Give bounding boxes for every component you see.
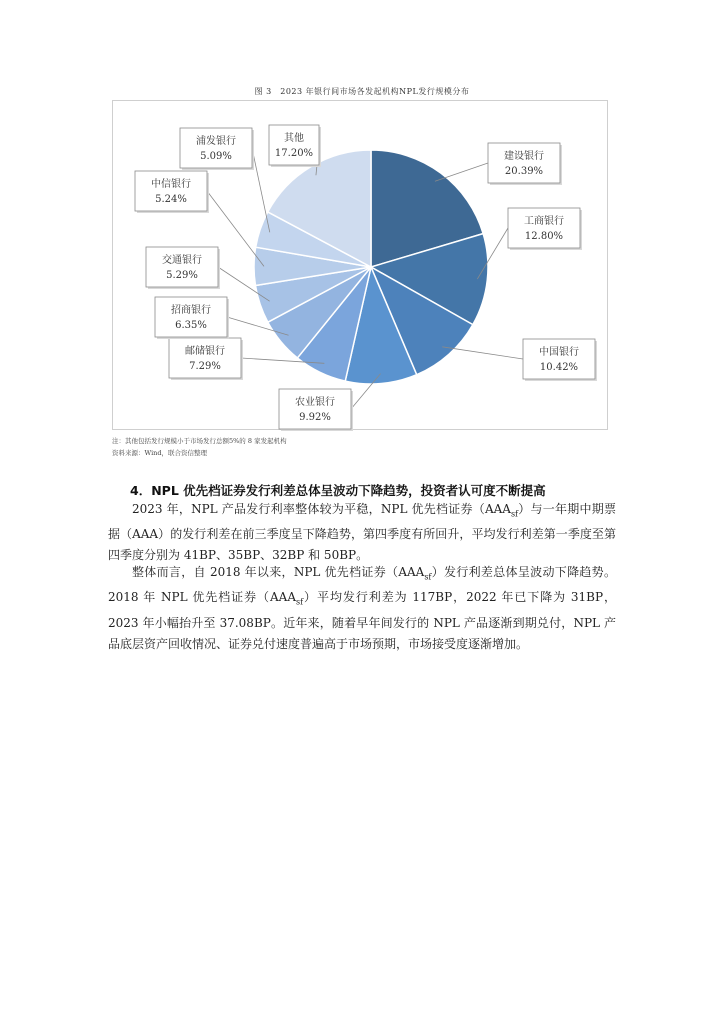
slice-label-4: 农业银行 [295,397,335,408]
figure-source: 资料来源：Wind，联合资信整理 [112,449,207,457]
callout-box-4 [279,389,351,429]
paragraph-2-text-c: ）平均发行利差为 117BP，2022 年已下降为 31BP，2023 年小幅抬升至 37.08BP。近年来，随着早年间发行的 NPL 产品逐渐到期兑付，NPL 产品底层资产回收情况、证券兑付速度普遍高于市场预期，市场接受度逐渐增加。 [108,590,616,651]
paragraph-2 [108,562,616,655]
slice-label-8: 中信银行 [151,179,191,190]
slice-label-1: 建设银行 [504,151,544,162]
slice-value-4: 9.92% [299,412,331,423]
slice-value-2: 12.80% [524,231,564,242]
leader-line-1 [435,163,488,181]
figure-note: 注：其他包括发行规模小于市场发行总额5%的 8 家发起机构 [112,437,287,445]
slice-label-2: 工商银行 [524,216,564,227]
callout-box-8 [135,171,207,211]
slice-value-1: 20.39% [504,166,544,177]
slice-value-5: 7.29% [189,361,221,372]
slice-label-10: 其他 [284,133,304,144]
paragraph-2-text-a: 整体而言，自 2018 年以来，NPL 优先档证券（AAA [132,565,425,579]
callout-box-5 [169,338,241,378]
callout-box-9 [180,128,252,168]
paragraph-1-subscript: sf [510,509,519,519]
paragraph-1 [108,499,616,566]
leader-line-3 [442,347,523,359]
callout-box-1 [488,143,560,183]
slice-value-3: 10.42% [539,362,579,373]
paragraph-2-subscript-2: sf [296,597,304,607]
pie-chart-svg [113,101,609,431]
slice-label-6: 招商银行 [171,305,211,316]
figure-title: 图 3 2023 年银行间市场各发起机构NPL发行规模分布 [254,87,470,96]
callout-box-7 [146,247,218,287]
slice-label-9: 浦发银行 [196,136,236,147]
slice-value-9: 5.09% [200,151,232,162]
paragraph-2-text-b: ）发行利差总体呈波动下降趋势。2018 年 NPL 优先档证券（AAA [108,565,616,605]
slice-value-10: 17.20% [274,148,314,159]
callout-box-6 [155,297,227,337]
callout-box-3 [523,339,595,379]
slice-label-7: 交通银行 [162,255,202,266]
callout-box-2 [508,208,580,248]
slice-value-7: 5.29% [166,270,198,281]
paragraph-1-text-a: 2023 年，NPL 产品发行利率整体较为平稳，NPL 优先档证券（AAA [132,502,511,516]
slice-label-5: 邮储银行 [185,346,225,357]
leader-line-9 [252,148,270,232]
paragraph-2-subscript-1: sf [424,572,432,582]
slice-label-3: 中国银行 [539,347,579,358]
paragraph-1-text-b: ）与一年期中期票据（AAA）的发行利差在前三季度呈下降趋势，第四季度有所回升，平均发行利差第一季度至第四季度分别为 41BP、35BP、32BP 和 50BP。 [108,502,616,563]
pie-chart [112,100,608,430]
section-heading: 4．NPL 优先档证券发行利差总体呈波动下降趋势，投资者认可度不断提高 [130,483,546,498]
slice-value-8: 5.24% [155,194,187,205]
callout-box-10 [269,125,319,165]
slice-value-6: 6.35% [175,320,207,331]
